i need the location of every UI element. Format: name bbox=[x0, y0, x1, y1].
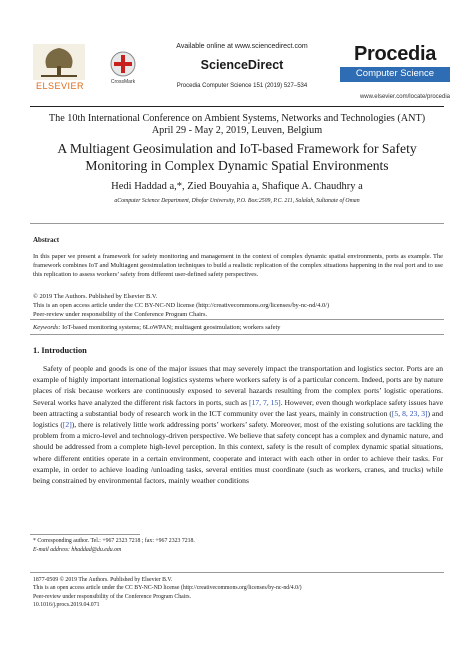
doi-link[interactable]: 10.1016/j.procs.2019.04.071 bbox=[33, 602, 100, 609]
page-footer bbox=[33, 576, 443, 610]
peer-review-line: Peer-review under responsibility of the Conference Program Chairs. bbox=[33, 311, 208, 319]
footnote-divider bbox=[30, 534, 140, 535]
copyright-line: © 2019 The Authors. Published by Elsevier B.V. bbox=[33, 293, 158, 300]
keywords-top-divider bbox=[30, 319, 444, 320]
header-divider bbox=[30, 106, 444, 107]
introduction-heading: 1. Introduction bbox=[33, 346, 87, 355]
citation-link[interactable]: [17, 7, 15] bbox=[249, 397, 281, 407]
procedia-logo: Procedia bbox=[353, 43, 437, 65]
footer-peer-review: Peer-review under responsibility of the Conference Program Chairs. bbox=[33, 593, 191, 600]
crossmark-label: CrossMark bbox=[110, 79, 136, 85]
conference-name: The 10th International Conference on Ambient Systems, Networks and Technologies (ANT) bbox=[48, 113, 426, 124]
citation-link[interactable]: [2] bbox=[62, 420, 72, 430]
paper-title bbox=[20, 140, 454, 174]
intro-text-4: ), there is relatively little work addressing ports’ workers’ safety. Moreover, most of the existing solutions are tackling the problem from a micro-level and technology-driven perspective. We believe that safety concept has a complex and dynamic nature, and should be addressed from a complete high-level perception. In this context, safety is the result of complex dynamic spatial situations, where different entities operate in a certain environment, cooperate and interact with each other in order to achieve their tasks. For example, in order to achieve loading /unloading tasks, several entities must coordinate (such as workers, cranes, and trucks) while being constrained by environmental factors, mainly weather conditions bbox=[33, 420, 443, 486]
citation-link[interactable]: [5, 8, 23, 3] bbox=[391, 408, 428, 418]
paper-title-line-2: Monitoring in Complex Dynamic Spatial Environments bbox=[85, 158, 389, 173]
intro-text-1: Safety of people and goods is one of the major issues that may severely impact the transportation and logistics sector. Ports are an example of highly important international logistics systems where workers safety is of a particular concern. Indeed, ports are by nature places of risk because workers are continuously exposed to several hazards resulting from the complex ports’ logistic operations. Several works have analyzed the different risk factors in ports, such as bbox=[33, 364, 443, 407]
intro-text-2: . However, even though workplace safety issues have been attracting a substantial body of research work in the ICT community over the last years, mainly in construction ( bbox=[33, 397, 443, 418]
abstract-top-divider bbox=[30, 223, 444, 224]
elsevier-tree-logo-icon bbox=[33, 44, 85, 80]
introduction-body bbox=[33, 363, 443, 486]
conference-dates: April 29 - May 2, 2019, Leuven, Belgium bbox=[151, 125, 323, 136]
available-online-text: Available online at www.sciencedirect.com bbox=[176, 43, 308, 50]
procedia-subtitle: Computer Science bbox=[355, 68, 435, 79]
journal-citation: Procedia Computer Science 151 (2019) 527–534 bbox=[176, 83, 308, 89]
keywords-bottom-divider bbox=[30, 334, 444, 335]
keywords-label: Keywords: bbox=[33, 324, 61, 331]
conference-info bbox=[30, 113, 444, 137]
abstract-text: In this paper we present a framework for safety monitoring and management in the context of complex dynamic spatial environments, ports as example. The framework combines IoT and Multiagent geosimulation techniques to build a realistic replication of the complex situations happening in the real port and to use this replication to assess workers’ safety from different user-defined safety perspectives. bbox=[33, 253, 443, 279]
footer-divider bbox=[30, 572, 444, 573]
journal-url-link[interactable]: www.elsevier.com/locate/procedia bbox=[359, 94, 450, 100]
keywords-line bbox=[33, 324, 443, 331]
author-email[interactable]: E-mail address: hhaddad@du.edu.om bbox=[33, 547, 122, 553]
introduction-paragraph bbox=[33, 363, 443, 486]
issn-copyright: 1877-0509 © 2019 The Authors. Published by Elsevier B.V. bbox=[33, 577, 173, 583]
keywords-list: IoT-based monitoring systems; 6LoWPAN; multiagent geosimulation; workers safety bbox=[62, 324, 281, 331]
abstract-heading: Abstract bbox=[33, 236, 60, 244]
corresponding-author: * Corresponding author. Tel.: +967 2323 7218 ; fax: +967 2323 7218. bbox=[33, 538, 195, 544]
footnote bbox=[33, 537, 443, 555]
elsevier-logo-text: ELSEVIER bbox=[35, 81, 85, 91]
intro-text-3: ) and logistics ( bbox=[33, 408, 443, 430]
paper-title-line-1: A Multiagent Geosimulation and IoT-based Framework for Safety bbox=[57, 141, 417, 156]
crossmark-icon[interactable] bbox=[109, 50, 137, 78]
license-line[interactable]: This is an open access article under the CC BY-NC-ND license (http://creativecommons.org/licenses/by-nc-nd/4.0/) bbox=[33, 302, 330, 310]
author-affiliation: aComputer Science Department, Dhofar University, P.O. Box:2509, P.C. 211, Salalah, Sultanate of Oman bbox=[114, 198, 360, 204]
footer-license[interactable]: This is an open access article under the CC BY-NC-ND license (http://creativecommons.org/licenses/by-nc-nd/4.0/) bbox=[33, 585, 302, 592]
journal-header bbox=[0, 0, 474, 112]
abstract-copyright bbox=[33, 292, 443, 320]
sciencedirect-brand[interactable]: ScienceDirect bbox=[200, 58, 284, 72]
paper-authors: Hedi Haddad a,*, Zied Bouyahia a, Shafique A. Chaudhry a bbox=[111, 181, 363, 192]
